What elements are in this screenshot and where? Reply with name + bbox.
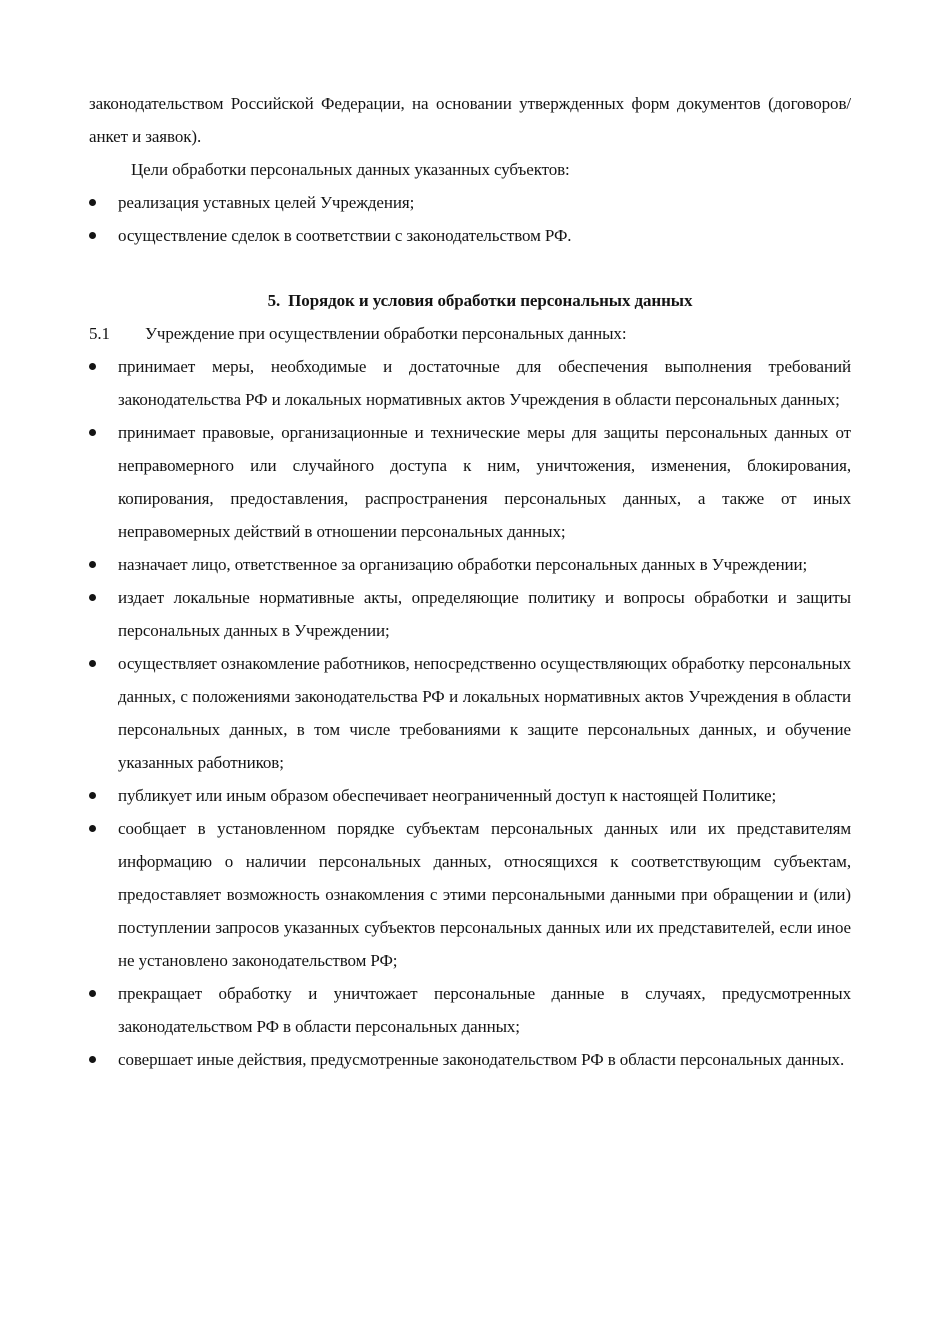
page-content: [89, 87, 851, 1076]
clause-number: 5.1: [89, 324, 110, 343]
bullet-icon: [89, 1056, 96, 1063]
bullet-icon: [89, 792, 96, 799]
section-number: 5.: [267, 291, 281, 310]
list-item-text: принимает меры, необходимые и достаточные для обеспечения выполнения требований законодательства РФ и локальных нормативных актов Учреждения в области персональных данных;: [118, 357, 851, 409]
goals-list: [89, 186, 851, 252]
list-item-text: сообщает в установленном порядке субъектам персональных данных или их представителям информацию о наличии персональных данных, относящихся к соответствующим субъектам, предоставляет возможность ознакомления с этими персональными данными при обращении и (или) поступлении запросов указанных субъектов персональных данных или их представителей, если иное не установлено законодательством РФ;: [118, 819, 851, 970]
list-item-text: издает локальные нормативные акты, определяющие политику и вопросы обработки и защиты персональных данных в Учреждении;: [118, 588, 851, 640]
bullet-icon: [89, 561, 96, 568]
list-item-text: принимает правовые, организационные и технические меры для защиты персональных данных от неправомерного или случайного доступа к ним, уничтожения, изменения, блокирования, копирования, предоставления, распространения персональных данных, а также от иных неправомерных действий в отношении персональных данных;: [118, 423, 851, 541]
bullet-icon: [89, 990, 96, 997]
duties-list: [89, 350, 851, 1076]
bullet-icon: [89, 199, 96, 206]
list-item: [89, 548, 851, 581]
list-item: [89, 186, 851, 219]
list-item: [89, 1043, 851, 1076]
list-item: [89, 416, 851, 548]
bullet-icon: [89, 660, 96, 667]
list-item: [89, 977, 851, 1043]
bullet-icon: [89, 363, 96, 370]
list-item-text: назначает лицо, ответственное за организацию обработки персональных данных в Учреждении;: [118, 555, 808, 574]
section-title: Порядок и условия обработки персональных данных: [288, 291, 693, 310]
clause-5-1: [89, 317, 851, 350]
list-item: [89, 647, 851, 779]
list-item-text: совершает иные действия, предусмотренные законодательством РФ в области персональных данных.: [118, 1050, 845, 1069]
section-heading: [89, 284, 851, 317]
intro-continuation: законодательством Российской Федерации, на основании утвержденных форм документов (договоров/анкет и заявок).: [89, 94, 851, 146]
list-item-text: осуществляет ознакомление работников, непосредственно осуществляющих обработку персональных данных, с положениями законодательства РФ и локальных нормативных актов Учреждения в области персональных данных, в том числе требованиями к защите персональных данных, и обучение указанных работников;: [118, 654, 851, 772]
list-item: [89, 779, 851, 812]
list-item-text: реализация уставных целей Учреждения;: [118, 193, 415, 212]
list-item: [89, 812, 851, 977]
list-item-text: прекращает обработку и уничтожает персональные данные в случаях, предусмотренных законодательством РФ в области персональных данных;: [118, 984, 851, 1036]
bullet-icon: [89, 825, 96, 832]
list-item-text: осуществление сделок в соответствии с законодательством РФ.: [118, 226, 572, 245]
bullet-icon: [89, 429, 96, 436]
bullet-icon: [89, 594, 96, 601]
list-item: [89, 581, 851, 647]
bullet-icon: [89, 232, 96, 239]
list-item-text: публикует или иным образом обеспечивает неограниченный доступ к настоящей Политике;: [118, 786, 777, 805]
list-item: [89, 219, 851, 252]
list-item: [89, 350, 851, 416]
clause-text: Учреждение при осуществлении обработки персональных данных:: [145, 324, 627, 343]
goals-lead: Цели обработки персональных данных указанных субъектов:: [131, 160, 570, 179]
